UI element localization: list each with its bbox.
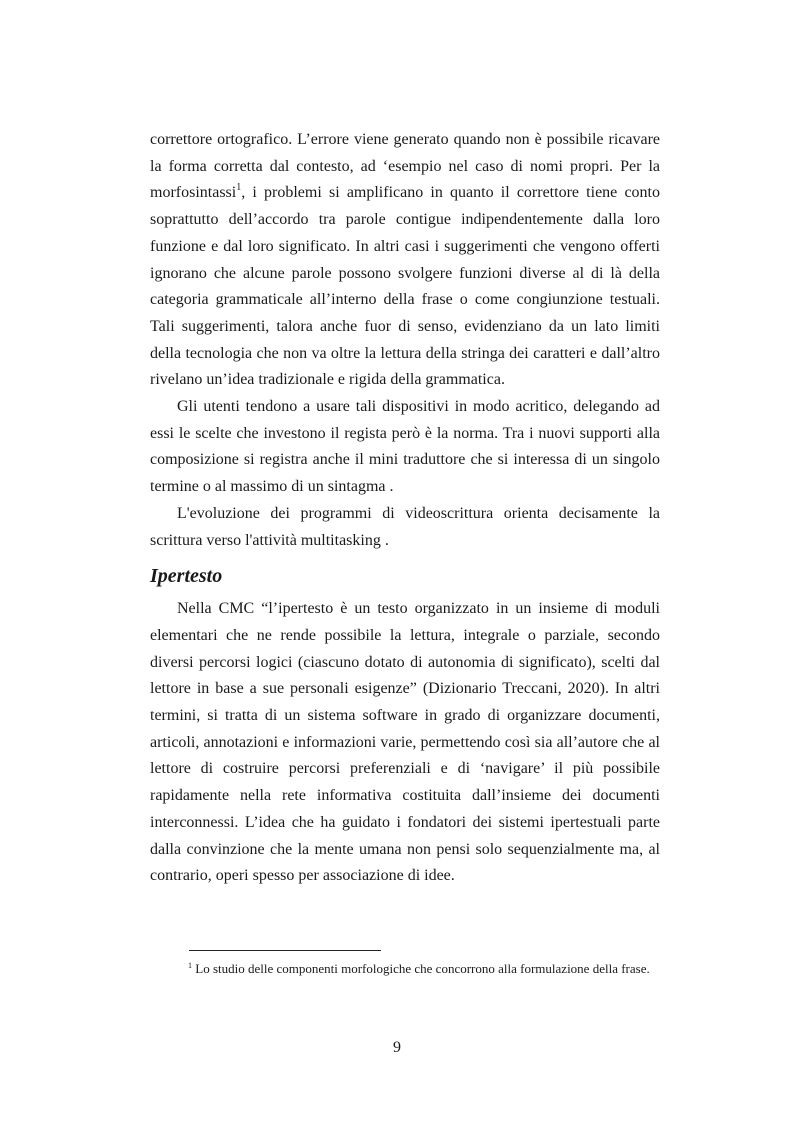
paragraph-utenti: Gli utenti tendono a usare tali dispositivi in modo acritico, delegando ad essi le scelte che investono il regista però è la norma. Tra i nuovi supporti alla composizione si registra anche il mini traduttore che si interessa di un singolo termine o al massimo di un sintagma . xyxy=(150,398,660,496)
footnote-text: Lo studio delle componenti morfologiche che concorrono alla formulazione della frase. xyxy=(195,961,650,976)
footnote-divider xyxy=(189,950,381,951)
footnote-reference: 1 xyxy=(236,182,242,194)
paragraph-correttore xyxy=(150,127,660,394)
page-body xyxy=(150,127,660,890)
page-number: 9 xyxy=(393,1039,401,1056)
paragraph-ipertesto: Nella CMC “l’ipertesto è un testo organizzato in un insieme di moduli elementari che ne rende possibile la lettura, integrale o parziale, secondo diversi percorsi logici (ciascuno dotato di autonomia di significato), scelti dal lettore in base a sue personali esigenze” (Dizionario Treccani, 2020). In altri termini, si tratta di un sistema software in grado di organizzare documenti, articoli, annotazioni e informazioni varie, permettendo così sia all’autore che al lettore di costruire percorsi preferenziali e di ‘navigare’ il più possibile rapidamente nella rete informativa costituita dall’insieme dei documenti interconnessi. L’idea che ha guidato i fondatori dei sistemi ipertestuali parte dalla convinzione che la mente umana non pensi solo sequenzialmente ma, al contrario, operi spesso per associazione di idee. xyxy=(150,600,660,885)
paragraph-evoluzione: L'evoluzione dei programmi di videoscrittura orienta decisamente la scrittura verso l'attività multitasking . xyxy=(150,504,660,549)
section-heading-ipertesto: Ipertesto xyxy=(150,565,223,588)
paragraph-text: correttore ortografico. L’errore viene generato quando non è possibile ricavare la forma corretta dal contesto, ad ‘esempio nel caso di nomi propri. Per la morfosintassi xyxy=(150,131,660,202)
footnote xyxy=(150,959,660,978)
paragraph-text: , i problemi si amplificano in quanto il correttore tiene conto soprattutto dell’accordo tra parole contigue indipendentemente dalla loro funzione e dal loro significato. In altri casi i suggerimenti che vengono offerti ignorano che alcune parole possono svolgere funzioni diverse al di là della categoria grammaticale all’interno della frase o come congiunzione testuali. Tali suggerimenti, talora anche fuor di senso, evidenziano da un lato limiti della tecnologia che non va oltre la lettura della stringa dei caratteri e dall’altro rivelano un’idea tradizionale e rigida della grammatica. xyxy=(150,184,660,389)
footnote-number: 1 xyxy=(188,961,192,970)
